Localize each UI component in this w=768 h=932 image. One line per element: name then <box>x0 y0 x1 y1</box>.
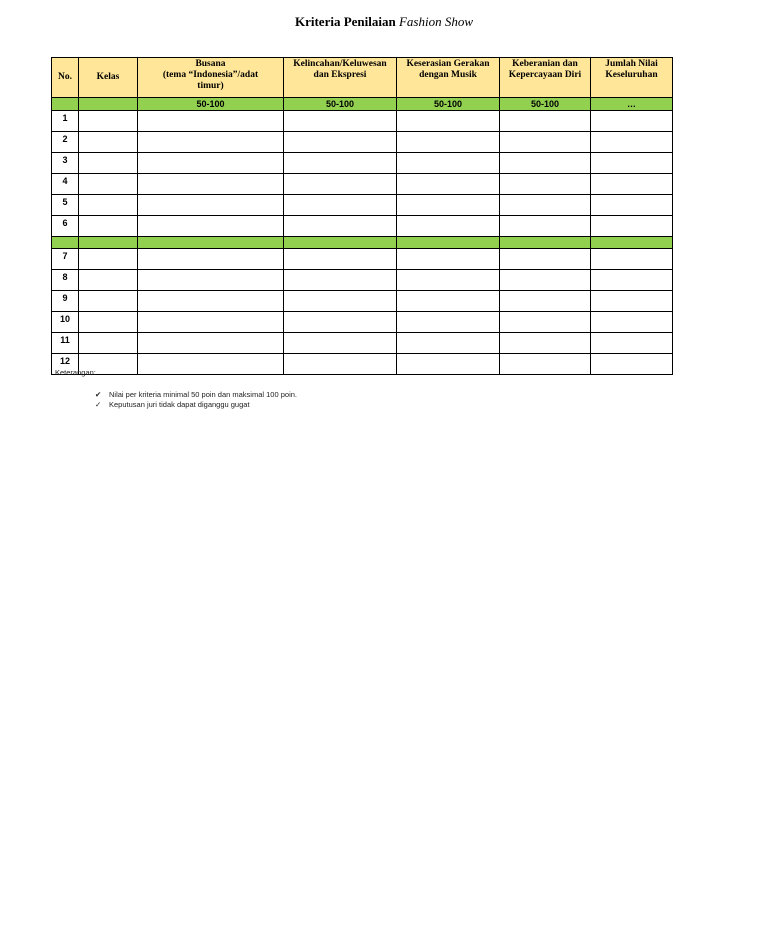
score-cell: 50-100 <box>500 98 591 111</box>
row-number: 4 <box>52 174 79 195</box>
group-separator-row <box>52 237 673 249</box>
title-italic: Fashion Show <box>398 14 474 29</box>
score-input-cell[interactable] <box>138 195 284 216</box>
score-input-cell[interactable] <box>284 111 397 132</box>
header-keberanian <box>500 58 591 98</box>
score-input-cell[interactable] <box>79 111 138 132</box>
score-cell: 50-100 <box>397 98 500 111</box>
table-row <box>52 270 673 291</box>
score-input-cell[interactable] <box>397 249 500 270</box>
score-input-cell[interactable] <box>591 153 673 174</box>
header-kelincahan-line2: dan Ekspresi <box>313 70 367 80</box>
score-input-cell[interactable] <box>138 132 284 153</box>
row-number: 1 <box>52 111 79 132</box>
header-jumlah <box>591 58 673 98</box>
row-number: 6 <box>52 216 79 237</box>
page-title <box>0 14 768 30</box>
score-input-cell[interactable] <box>397 354 500 375</box>
header-busana-line3: timur) <box>197 81 224 91</box>
score-input-cell[interactable] <box>138 216 284 237</box>
score-input-cell[interactable] <box>500 291 591 312</box>
separator-cell <box>591 237 673 249</box>
score-input-cell[interactable] <box>591 333 673 354</box>
score-cell: 50-100 <box>138 98 284 111</box>
score-input-cell[interactable] <box>284 153 397 174</box>
row-number: 12 <box>52 354 79 375</box>
row-number: 7 <box>52 249 79 270</box>
score-input-cell[interactable] <box>79 174 138 195</box>
row-number: 2 <box>52 132 79 153</box>
row-number: 3 <box>52 153 79 174</box>
score-input-cell[interactable] <box>397 312 500 333</box>
header-keserasian-line1: Keserasian Gerakan <box>406 59 490 69</box>
score-input-cell[interactable] <box>79 216 138 237</box>
score-input-cell[interactable] <box>500 270 591 291</box>
table-row <box>52 111 673 132</box>
header-keberanian-line2: Kepercayaan Diri <box>508 70 582 80</box>
header-kelincahan-line1: Kelincahan/Keluwesan <box>293 59 387 69</box>
score-cell <box>79 98 138 111</box>
score-input-cell[interactable] <box>284 174 397 195</box>
score-cell <box>52 98 79 111</box>
score-input-cell[interactable] <box>79 312 138 333</box>
header-busana-line1: Busana <box>195 59 226 69</box>
table-row <box>52 333 673 354</box>
score-input-cell[interactable] <box>284 312 397 333</box>
score-input-cell[interactable] <box>500 132 591 153</box>
score-input-cell[interactable] <box>591 132 673 153</box>
notes-list <box>95 390 297 410</box>
score-input-cell[interactable] <box>138 333 284 354</box>
notes-label: Keterangan: <box>55 368 96 377</box>
header-keserasian-line2: dengan Musik <box>419 70 477 80</box>
score-cell: 50-100 <box>284 98 397 111</box>
separator-cell <box>79 237 138 249</box>
row-number: 8 <box>52 270 79 291</box>
score-input-cell[interactable] <box>500 249 591 270</box>
score-input-cell[interactable] <box>79 291 138 312</box>
header-keserasian <box>397 58 500 98</box>
score-input-cell[interactable] <box>591 291 673 312</box>
table-row <box>52 132 673 153</box>
header-kelincahan <box>284 58 397 98</box>
score-input-cell[interactable] <box>138 291 284 312</box>
checkmark-icon: ✔ <box>95 390 102 399</box>
score-input-cell[interactable] <box>138 153 284 174</box>
score-range-row <box>52 98 673 111</box>
notes-item <box>95 390 297 400</box>
score-input-cell[interactable] <box>591 216 673 237</box>
score-input-cell[interactable] <box>500 195 591 216</box>
score-input-cell[interactable] <box>138 270 284 291</box>
score-input-cell[interactable] <box>591 354 673 375</box>
score-input-cell[interactable] <box>138 174 284 195</box>
notes-section <box>55 368 297 410</box>
score-input-cell[interactable] <box>397 153 500 174</box>
header-kelas: Kelas <box>79 58 138 98</box>
score-input-cell[interactable] <box>138 111 284 132</box>
table-group-2 <box>52 249 673 375</box>
score-input-cell[interactable] <box>591 249 673 270</box>
row-number: 5 <box>52 195 79 216</box>
score-input-cell[interactable] <box>284 195 397 216</box>
notes-item-text: Nilai per kriteria minimal 50 poin dan maksimal 100 poin. <box>109 390 298 399</box>
score-input-cell[interactable] <box>500 174 591 195</box>
header-no: No. <box>52 58 79 98</box>
table-row <box>52 249 673 270</box>
score-input-cell[interactable] <box>591 312 673 333</box>
table-row <box>52 174 673 195</box>
score-input-cell[interactable] <box>79 333 138 354</box>
separator-cell <box>397 237 500 249</box>
header-jumlah-line1: Jumlah Nilai <box>605 59 658 69</box>
separator-cell <box>138 237 284 249</box>
checkmark-icon: ✓ <box>95 400 102 409</box>
header-busana-line2: (tema “Indonesia”/adat <box>162 70 259 80</box>
score-input-cell[interactable] <box>284 291 397 312</box>
separator-cell <box>500 237 591 249</box>
header-jumlah-line2: Keseluruhan <box>605 70 658 80</box>
score-input-cell[interactable] <box>591 111 673 132</box>
row-number: 10 <box>52 312 79 333</box>
score-input-cell[interactable] <box>500 333 591 354</box>
score-input-cell[interactable] <box>591 195 673 216</box>
score-input-cell[interactable] <box>397 291 500 312</box>
row-number: 9 <box>52 291 79 312</box>
table-row <box>52 312 673 333</box>
score-input-cell[interactable] <box>79 153 138 174</box>
scoring-table <box>51 57 673 375</box>
header-busana <box>138 58 284 98</box>
score-input-cell[interactable] <box>284 270 397 291</box>
notes-item <box>95 400 297 410</box>
score-input-cell[interactable] <box>79 249 138 270</box>
separator-cell <box>284 237 397 249</box>
score-input-cell[interactable] <box>397 333 500 354</box>
score-input-cell[interactable] <box>500 354 591 375</box>
score-input-cell[interactable] <box>591 270 673 291</box>
table-row <box>52 291 673 312</box>
score-input-cell[interactable] <box>284 333 397 354</box>
title-main: Kriteria Penilaian <box>294 14 396 29</box>
score-input-cell[interactable] <box>138 249 284 270</box>
score-input-cell[interactable] <box>284 132 397 153</box>
score-input-cell[interactable] <box>397 132 500 153</box>
header-row <box>52 58 673 98</box>
score-cell: … <box>591 98 673 111</box>
separator-cell <box>52 237 79 249</box>
table-row <box>52 216 673 237</box>
score-input-cell[interactable] <box>500 312 591 333</box>
score-input-cell[interactable] <box>591 174 673 195</box>
score-input-cell[interactable] <box>284 354 397 375</box>
table-row <box>52 195 673 216</box>
score-input-cell[interactable] <box>397 174 500 195</box>
score-input-cell[interactable] <box>284 249 397 270</box>
score-input-cell[interactable] <box>397 195 500 216</box>
score-input-cell[interactable] <box>500 111 591 132</box>
score-input-cell[interactable] <box>500 216 591 237</box>
score-input-cell[interactable] <box>397 216 500 237</box>
score-input-cell[interactable] <box>79 270 138 291</box>
row-number: 11 <box>52 333 79 354</box>
table-group-1 <box>52 111 673 237</box>
score-input-cell[interactable] <box>138 312 284 333</box>
score-input-cell[interactable] <box>284 216 397 237</box>
header-keberanian-line1: Keberanian dan <box>512 59 578 69</box>
table-row <box>52 153 673 174</box>
score-input-cell[interactable] <box>397 270 500 291</box>
notes-item-text: Keputusan juri tidak dapat diganggu gugat <box>109 400 250 409</box>
score-input-cell[interactable] <box>397 111 500 132</box>
score-input-cell[interactable] <box>500 153 591 174</box>
score-input-cell[interactable] <box>79 195 138 216</box>
score-input-cell[interactable] <box>79 132 138 153</box>
